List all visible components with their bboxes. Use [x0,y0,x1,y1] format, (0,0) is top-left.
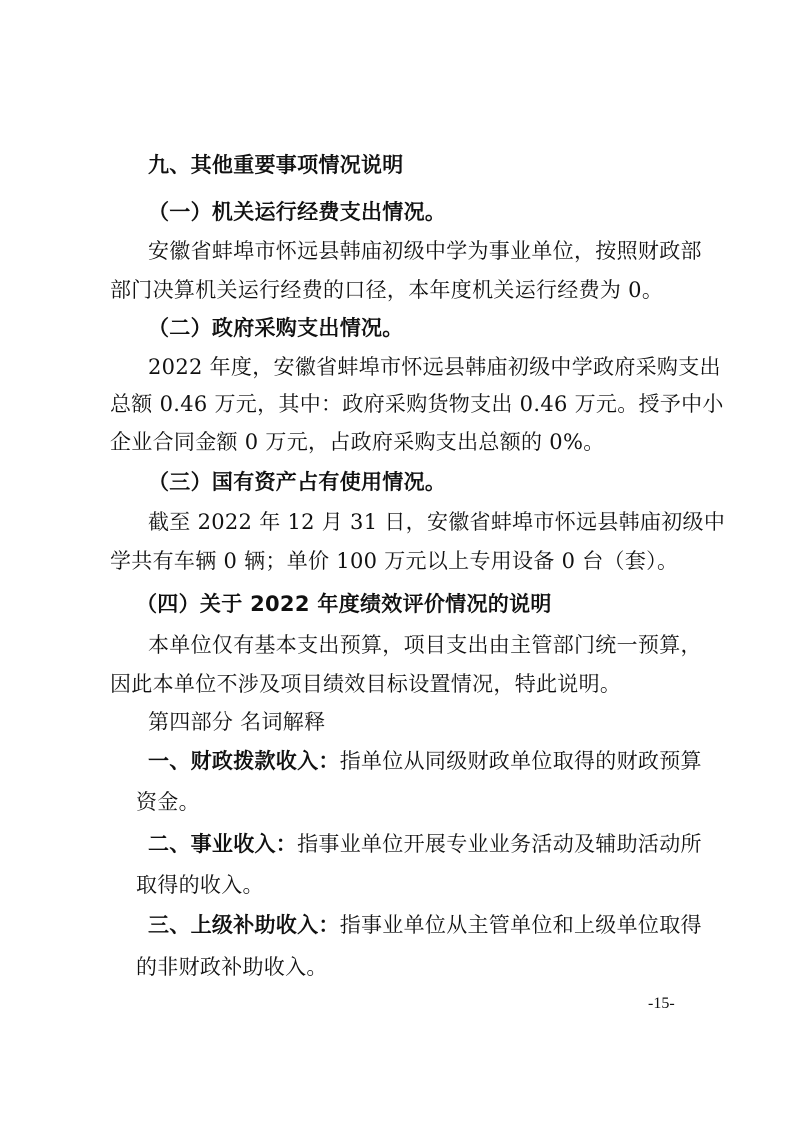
sub3-heading: （三）国有资产占有使用情况。 [148,470,447,494]
term1-definition: 指单位从同级财政单位取得的财政预算 [339,749,702,773]
term1-label: 一、财政拨款收入： [148,749,340,773]
term2-line-2: 取得的收入。 [136,873,264,897]
sub2-line-2: 总额 0.46 万元，其中：政府采购货物支出 0.46 万元。授予中小 [110,392,724,416]
sub2-line-1: 2022 年度，安徽省蚌埠市怀远县韩庙初级中学政府采购支出 [148,355,721,379]
part-four-heading: 第四部分 名词解释 [148,710,326,734]
term2-definition: 指事业单位开展专业业务活动及辅助活动所 [297,832,702,856]
term1-line-1 [148,746,702,776]
term2-line-1 [148,829,702,859]
sub3-line-1: 截至 2022 年 12 月 31 日，安徽省蚌埠市怀远县韩庙初级中 [148,510,726,534]
sub1-heading: （一）机关运行经费支出情况。 [148,200,447,224]
term3-label: 三、上级补助收入： [148,913,340,937]
sub3-line-2: 学共有车辆 0 辆；单价 100 万元以上专用设备 0 台（套）。 [110,549,679,573]
sub2-line-3: 企业合同金额 0 万元，占政府采购支出总额的 0%。 [110,430,605,454]
sub4-heading: （四）关于 2022 年度绩效评价情况的说明 [136,592,552,616]
sub1-line-2: 部门决算机关运行经费的口径，本年度机关运行经费为 0。 [110,278,664,302]
term3-definition: 指事业单位从主管单位和上级单位取得 [339,913,702,937]
term3-line-1 [148,910,702,940]
page-number: -15- [648,995,675,1012]
term2-label: 二、事业收入： [148,832,298,856]
sub1-line-1: 安徽省蚌埠市怀远县韩庙初级中学为事业单位，按照财政部 [148,239,702,263]
sub4-line-1: 本单位仅有基本支出预算，项目支出由主管部门统一预算， [148,633,702,657]
term3-line-2: 的非财政补助收入。 [136,955,328,979]
term1-line-2: 资金。 [136,790,200,814]
sub4-line-2: 因此本单位不涉及项目绩效目标设置情况，特此说明。 [110,672,622,696]
sub2-heading: （二）政府采购支出情况。 [148,316,404,340]
section-nine-heading: 九、其他重要事项情况说明 [148,153,404,177]
